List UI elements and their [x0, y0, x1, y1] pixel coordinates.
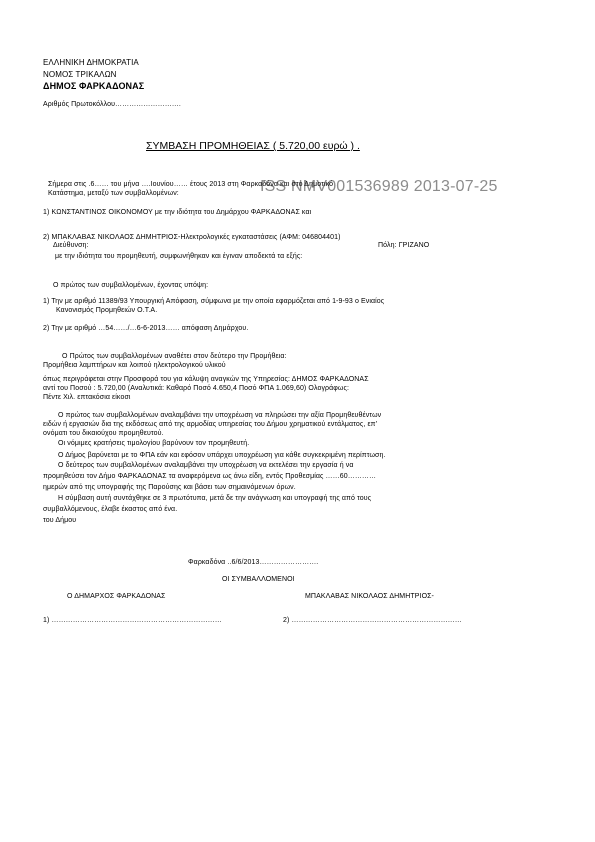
party-1: 1) ΚΩΝΣΤΑΝΤΙΝΟΣ ΟΙΚΟΝΟΜΟΥ με την ιδιότητα του Δημάρχου ΦΑΡΚΑΔΟΝΑΣ και — [43, 209, 312, 216]
assign-line-2: Προμήθεια λαμπτήρων και λοιπού ηλεκτρολογικού υλικού — [43, 362, 226, 369]
signatory-supplier: ΜΠΑΚΛΑΒΑΣ ΝΙΚΟΛΑΟΣ ΔΗΜΗΤΡΙΟΣ- — [305, 593, 434, 600]
paragraph-1-line-2: ειδών ή εργασιών δια της εκδόσεως από της αρμοδίας υπηρεσίας του Δήμου χρηματικού εντάλματος, επ' — [43, 421, 378, 428]
paragraph-3: Ο Δήμος βαρύνεται με το ΦΠΑ εάν και εφόσον υπάρχει υποχρέωση για κάθε συγκεκριμένη περίπτωση. — [58, 452, 386, 459]
signature-line-2: 2) ……………………………………………………………… — [283, 617, 462, 624]
paragraph-5-line-2: συμβαλλόμενους, έλαβε έκαστος από ένα. — [43, 506, 178, 513]
header-republic: ΕΛΛΗΝΙΚΗ ΔΗΜΟΚΡΑΤΙΑ — [43, 58, 139, 67]
item-2: 2) Την με αριθμό …54……/…6-6-2013…… απόφαση Δημάρχου. — [43, 325, 249, 332]
paragraph-2: Οι νόμιμες κρατήσεις τιμολογίου βαρύνουν τον προμηθευτή. — [58, 440, 250, 447]
header-prefecture: ΝΟΜΟΣ ΤΡΙΚΑΛΩΝ — [43, 70, 117, 79]
party-2-role: με την ιδιότητα του προμηθευτή, συμφωνήθηκαν και έγιναν αποδεκτά τα εξής: — [55, 253, 303, 260]
description-line-1: όπως περιγράφεται στην Προσφορά του για κάλυψη αναγκών της Υπηρεσίας: ΔΗΜΟΣ ΦΑΡΚΑΔΟΝΑΣ — [43, 376, 369, 383]
intro-line-1: Σήμερα στις .6…… του μήνα ….Ιουνίου…… έτους 2013 στη Φαρκαδόνα και στο Δημοτικό — [48, 181, 334, 188]
registry-stamp: ISS NMV001536989 2013-07-25 — [260, 178, 498, 195]
description-line-3: Πέντε Χιλ. επτακόσια είκοσι — [43, 394, 131, 401]
paragraph-5-line-1: Η σύμβαση αυτή συντάχθηκε σε 3 πρωτότυπα, μετά δε την ανάγνωση και υπογραφή της από τους — [58, 495, 372, 502]
protocol-number: Αριθμός Πρωτοκόλλου………………………. — [43, 101, 181, 108]
paragraph-1-line-3: ονόματι του δικαιούχου προμηθευτού. — [43, 430, 164, 437]
paragraph-4-line-3: ημερών από της υπογραφής της Παρούσης και βάσει των σημαινόμενων όρων. — [43, 484, 296, 491]
description-line-2: αντί του Ποσού : 5.720,00 (Αναλυτικά: Καθαρό Ποσό 4.650,4 Ποσό ΦΠΑ 1.069,60) Ολογράφως: — [43, 385, 349, 392]
address-label: Διεύθυνση: — [53, 242, 89, 249]
considering-heading: Ο πρώτος των συμβαλλομένων, έχοντας υπόψη: — [53, 282, 209, 289]
signature-line-1: 1) ……………………………………………………………… — [43, 617, 222, 624]
paragraph-1-line-1: Ο πρώτος των συμβαλλομένων αναλαμβάνει την υποχρέωση να πληρώσει την αξία Προμηθευθέντων — [58, 412, 382, 419]
parties-title: ΟΙ ΣΥΜΒΑΛΛΟΜΕΝΟΙ — [222, 576, 295, 583]
paragraph-4-line-1: Ο δεύτερος των συμβαλλομένων αναλαμβάνει την υποχρέωση να εκτελέσει την εργασία ή να — [58, 462, 354, 469]
paragraph-5-line-3: του Δήμου — [43, 517, 77, 524]
signatory-mayor: Ο ΔΗΜΑΡΧΟΣ ΦΑΡΚΑΔΟΝΑΣ — [67, 593, 166, 600]
party-2: 2) ΜΠΑΚΛΑΒΑΣ ΝΙΚΟΛΑΟΣ ΔΗΜΗΤΡΙΟΣ-Ηλεκτρολογικές εγκαταστάσεις (ΑΦΜ: 046804401) — [43, 234, 341, 241]
place-date: Φαρκαδόνα ..6/6/2013……………………. — [188, 559, 319, 566]
header-municipality: ΔΗΜΟΣ ΦΑΡΚΑΔΟΝΑΣ — [43, 81, 145, 91]
assign-line-1: Ο Πρώτος των συμβαλλομένων αναθέτει στον δεύτερο την Προμήθεια: — [62, 353, 287, 360]
item-1-line-1: 1) Την με αριθμό 11389/93 Υπουργική Απόφαση, σύμφωνα με την οποία εφαρμόζεται από 1-9-93 ο Ενιαίος — [43, 298, 385, 305]
city-field: Πόλη: ΓΡΙΖΑΝΟ — [378, 242, 430, 249]
item-1-line-2: Κανονισμός Προμηθειών Ο.Τ.Α. — [56, 307, 158, 314]
paragraph-4-line-2: προμηθεύσει τον Δήμο ΦΑΡΚΑΔΟΝΑΣ τα αναφερόμενα ως άνω είδη, εντός Προθεσμίας ……60………… — [43, 473, 377, 480]
intro-line-2: Κατάστημα, μεταξύ των συμβαλλομένων: — [48, 190, 179, 197]
document-title: ΣΥΜΒΑΣΗ ΠΡΟΜΗΘΕΙΑΣ ( 5.720,00 ευρώ ) . — [146, 140, 360, 152]
